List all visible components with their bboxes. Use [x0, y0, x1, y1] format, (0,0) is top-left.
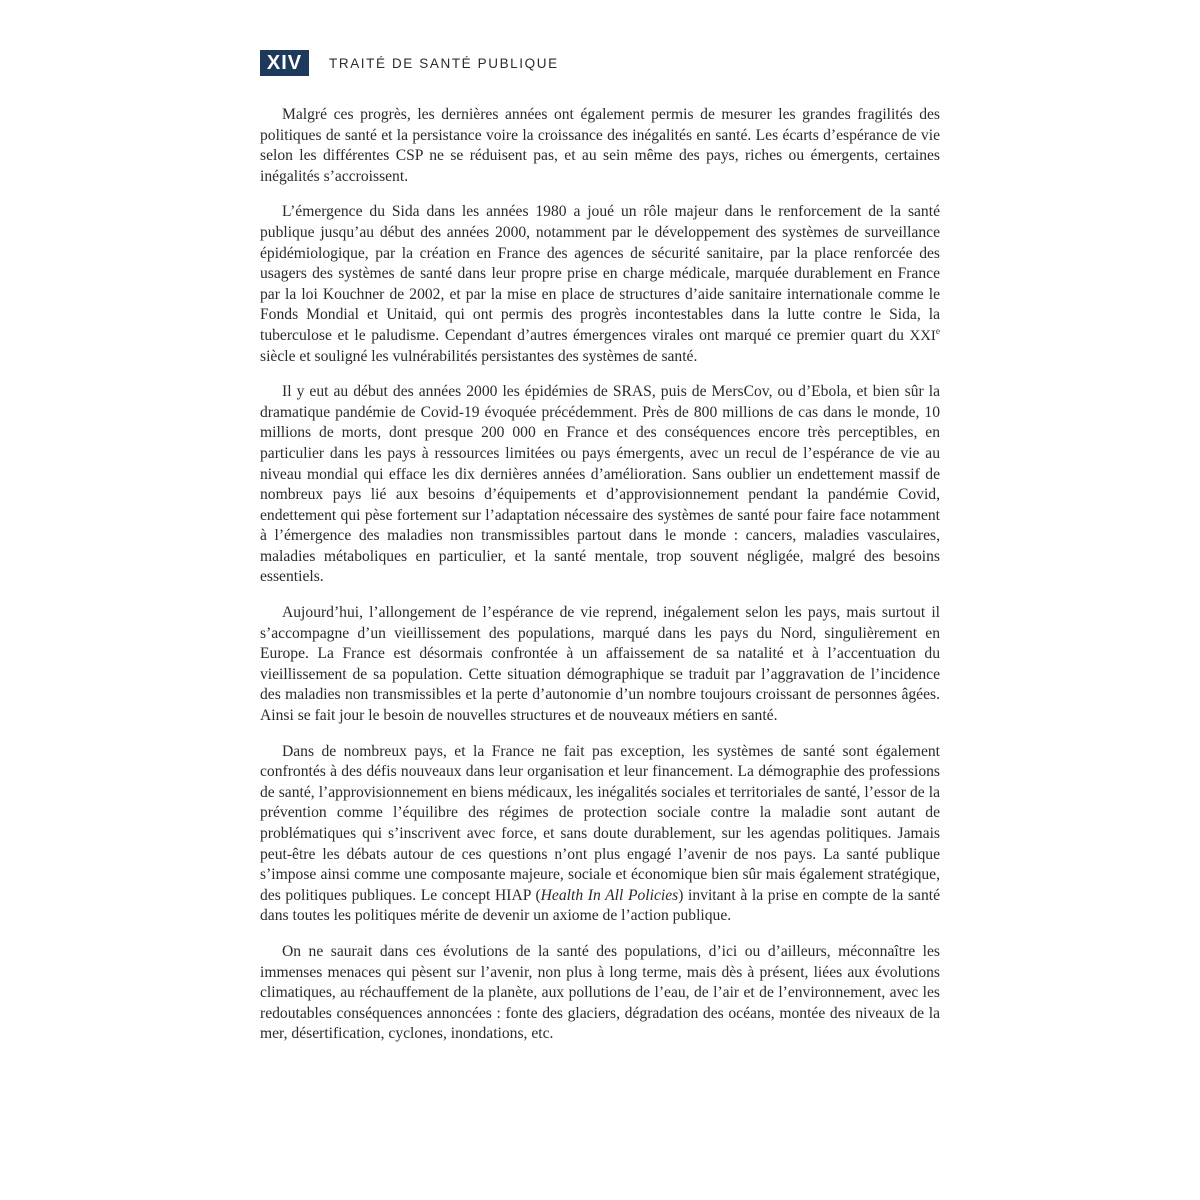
page-number-badge: XIV: [260, 50, 309, 76]
century-superscript: e: [935, 326, 940, 337]
page-header: [260, 50, 559, 76]
body-text: [260, 105, 940, 1045]
paragraph-5: [260, 742, 940, 927]
paragraph-5-text: Dans de nombreux pays, et la France ne fait pas exception, les systèmes de santé sont également confrontés à des défis nouveaux dans leur organisation et leur financement. La démographie des professions de santé, l’approvisionnement en biens médicaux, les inégalités sociales et territoriales de santé, l’essor de la prévention comme l’équilibre des régimes de protection sociale contre la maladie sont autant de problématiques qui s’inscrivent avec force, et sans doute durablement, sur les agendas politiques. Jamais peut-être les débats autour de ces questions n’ont plus engagé l’avenir de nos pays. La santé publique s’impose ainsi comme une composante majeure, sociale et économique bien sûr mais également stratégique, des politiques publiques. Le concept HIAP (: [260, 742, 940, 904]
hiap-expansion: Health In All Policies: [540, 886, 679, 904]
paragraph-2-text: L’émergence du Sida dans les années 1980 a joué un rôle majeur dans le renforcement de la santé publique jusqu’au début des années 2000, notamment par le développement des systèmes de surveillance épidémiologique, par la création en France des agences de sécurité sanitaire, par la place renforcée des usagers des systèmes de santé dans leur propre prise en charge médicale, marquée durablement en France par la loi Kouchner de 2002, et par la mise en place de structures d’aide sanitaire internationale comme le Fonds Mondial et Unitaid, qui ont permis des progrès incontestables dans la lutte contre le Sida, la tuberculose et le paludisme. Cependant d’autres émergences virales ont marqué ce premier quart du: [260, 203, 940, 344]
paragraph-3: Il y eut au début des années 2000 les épidémies de SRAS, puis de MersCov, ou d’Ebola, et bien sûr la dramatique pandémie de Covid-19 évoquée précédemment. Près de 800 millions de cas dans le monde, 10 millions de morts, dont presque 200 000 en France et des conséquences encore très perceptibles, en particulier dans les pays à ressources limitées ou pays émergents, avec un recul de l’espérance de vie au niveau mondial qui efface les dix dernières années d’amélioration. Sans oublier un endettement massif de nombreux pays lié aux besoins d’équipements et d’approvisionnement pendant la pandémie Covid, endettement qui pèse fortement sur l’adaptation nécessaire des systèmes de santé pour faire face notamment à l’émergence des maladies non transmissibles partout dans le monde : cancers, maladies vasculaires, maladies métaboliques en particulier, et la santé mentale, trop souvent négligée, malgré des besoins essentiels.: [260, 383, 940, 586]
paragraph-6: On ne saurait dans ces évolutions de la santé des populations, d’ici ou d’ailleurs, méconnaître les immenses menaces qui pèsent sur l’avenir, non plus à long terme, mais dès à présent, liées aux évolutions climatiques, au réchauffement de la planète, aux pollutions de l’eau, de l’air et de l’environnement, avec les redoutables conséquences annoncées : fonte des glaciers, dégradation des océans, montée des niveaux de la mer, désertification, cyclones, inondations, etc.: [260, 942, 940, 1043]
paragraph-2: [260, 202, 940, 367]
century-numeral: XXI: [909, 327, 936, 344]
paragraph-4: Aujourd’hui, l’allongement de l’espérance de vie reprend, inégalement selon les pays, mais surtout il s’accompagne d’un vieillissement des populations, marqué dans les pays du Nord, singulièrement en Europe. La France est désormais confrontée à un affaissement de sa natalité et à l’accentuation du vieillissement de sa population. Cette situation démographique se traduit par l’aggravation de l’incidence des maladies non transmissibles et la perte d’autonomie d’un nombre toujours croissant de personnes âgées. Ainsi se fait jour le besoin de nouvelles structures et de nouveaux métiers en santé.: [260, 604, 940, 725]
paragraph-5-tail: ) invitant à la prise en compte de la santé dans toutes les politiques mérite de devenir un axiome de l’action publique.: [260, 886, 940, 925]
running-title: TRAITÉ DE SANTÉ PUBLIQUE: [329, 55, 559, 71]
paragraph-1: Malgré ces progrès, les dernières années ont également permis de mesurer les grandes fragilités des politiques de santé et la persistance voire la croissance des inégalités en santé. Les écarts d’espérance de vie selon les différentes CSP ne se réduisent pas, et au sein même des pays, riches ou émergents, certaines inégalités s’accroissent.: [260, 106, 940, 185]
paragraph-2-tail: siècle et souligné les vulnérabilités persistantes des systèmes de santé.: [260, 347, 698, 365]
